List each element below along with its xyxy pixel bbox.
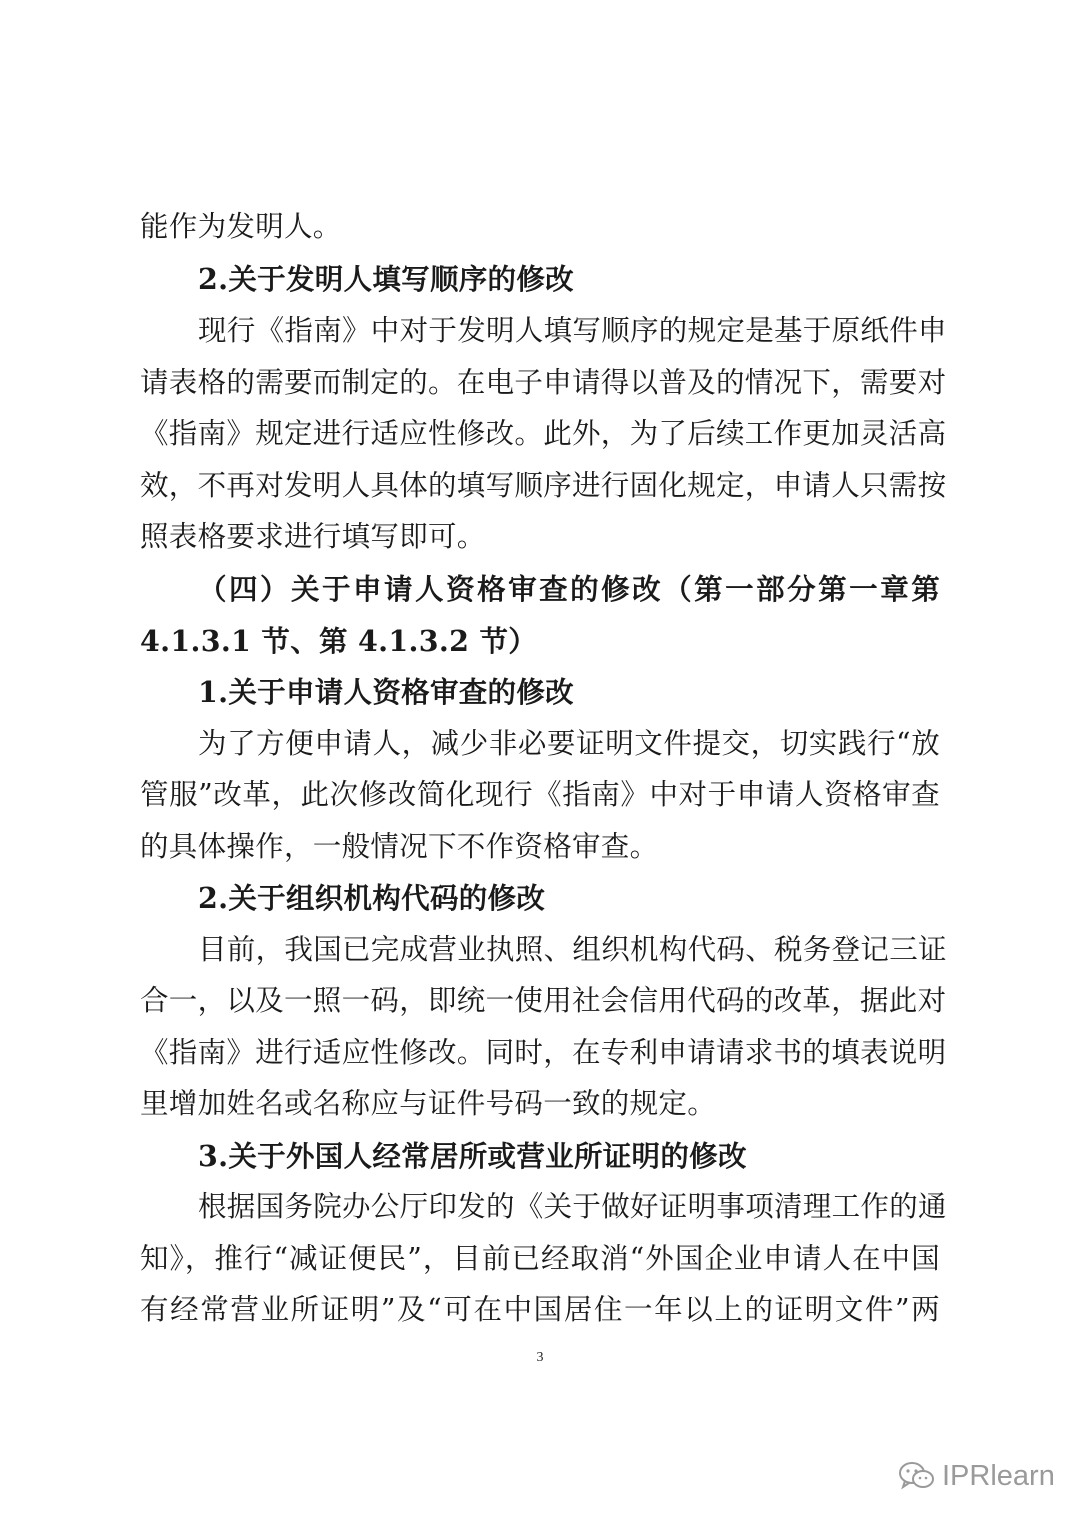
paragraph-line: 管服”改革，此次修改简化现行《指南》中对于申请人资格审查 bbox=[140, 778, 940, 811]
paragraph-line: 知》，推行“减证便民”，目前已经取消“外国企业申请人在中国 bbox=[140, 1242, 940, 1275]
paragraph-line: 现行《指南》中对于发明人填写顺序的规定是基于原纸件申 bbox=[198, 314, 947, 347]
section-heading: 2.关于发明人填写顺序的修改 bbox=[198, 262, 574, 296]
paragraph-line: 合一，以及一照一码，即统一使用社会信用代码的改革，据此对 bbox=[140, 984, 947, 1017]
chapter-heading: （四）关于申请人资格审查的修改（第一部分第一章第 bbox=[198, 572, 940, 606]
paragraph-line: 能作为发明人。 bbox=[140, 210, 342, 243]
section-heading: 3.关于外国人经常居所或营业所证明的修改 bbox=[198, 1139, 747, 1173]
paragraph-line: 目前，我国已完成营业执照、组织机构代码、税务登记三证 bbox=[198, 933, 947, 966]
paragraph-line: 效，不再对发明人具体的填写顺序进行固化规定，申请人只需按 bbox=[140, 469, 947, 502]
wechat-icon bbox=[898, 1460, 936, 1492]
paragraph-line: 根据国务院办公厅印发的《关于做好证明事项清理工作的通 bbox=[198, 1190, 947, 1223]
paragraph-line: 《指南》进行适应性修改。同时，在专利申请请求书的填表说明 bbox=[140, 1036, 947, 1069]
paragraph-line: 的具体操作，一般情况下不作资格审查。 bbox=[140, 830, 659, 863]
watermark bbox=[898, 1456, 1055, 1496]
paragraph-line: 有经常营业所证明”及“可在中国居住一年以上的证明文件”两 bbox=[140, 1293, 940, 1326]
chapter-heading: 4.1.3.1 节、第 4.1.3.2 节） bbox=[140, 624, 538, 658]
paragraph-line: 为了方便申请人，减少非必要证明文件提交，切实践行“放 bbox=[198, 727, 940, 760]
page-number: 3 bbox=[536, 1350, 544, 1365]
section-heading: 2.关于组织机构代码的修改 bbox=[198, 881, 546, 915]
section-heading: 1.关于申请人资格审查的修改 bbox=[198, 675, 574, 709]
paragraph-line: 照表格要求进行填写即可。 bbox=[140, 520, 486, 553]
paragraph-line: 里增加姓名或名称应与证件号码一致的规定。 bbox=[140, 1087, 717, 1120]
watermark-text: IPRlearn bbox=[942, 1459, 1055, 1492]
paragraph-line: 《指南》规定进行适应性修改。此外，为了后续工作更加灵活高 bbox=[140, 417, 947, 450]
paragraph-line: 请表格的需要而制定的。在电子申请得以普及的情况下，需要对 bbox=[140, 366, 947, 399]
